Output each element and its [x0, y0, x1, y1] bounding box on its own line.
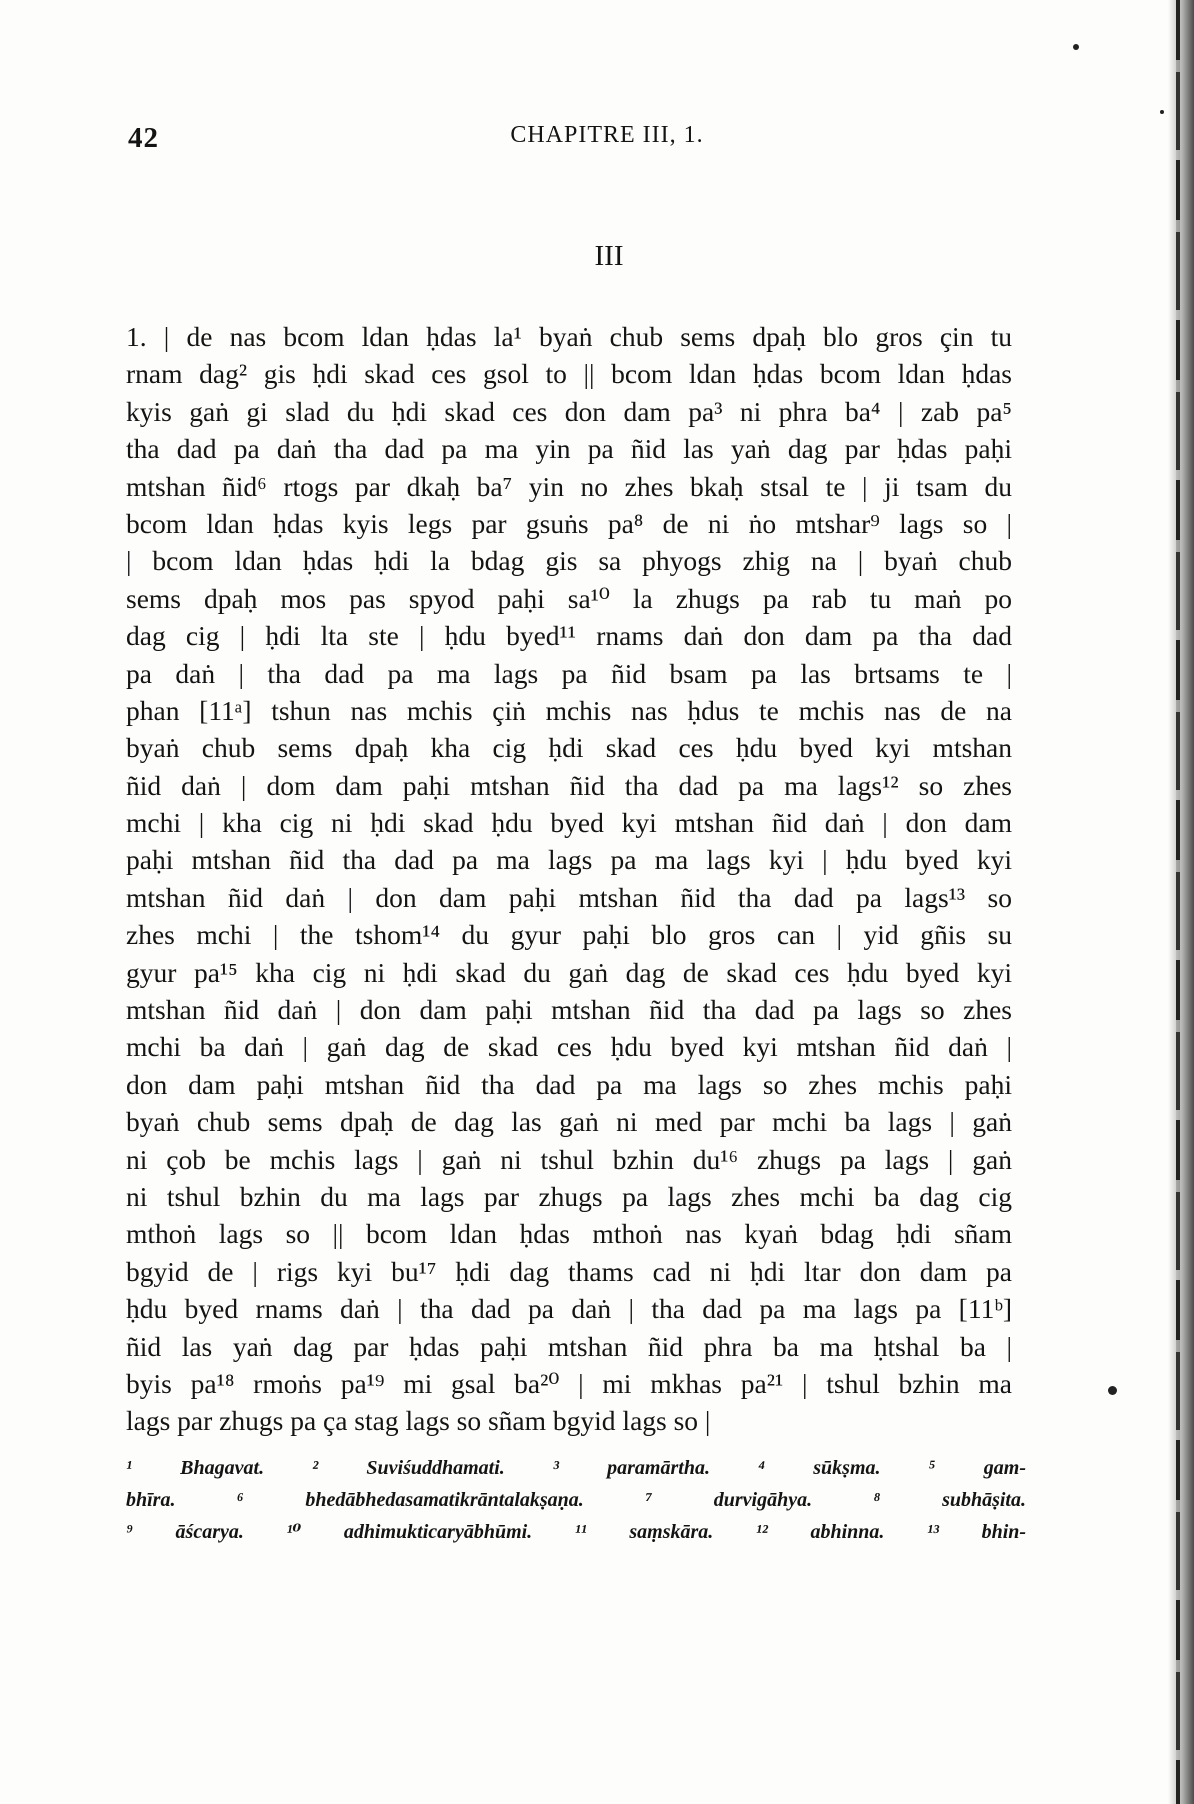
footnote: ⁹ āścarya. — [126, 1521, 244, 1543]
footnote: ⁵ gam- — [928, 1457, 1027, 1479]
scan-binding-edge — [1176, 0, 1180, 1804]
footnote: ⁷ durvigāhya. — [645, 1489, 813, 1511]
text-line: 1. | de nas bcom ldan ḥdas la¹ byaṅ chub sems dpaḥ blo gros çin tu — [126, 321, 1012, 352]
text-line: byaṅ chub sems dpaḥ de dag las gaṅ ni med par mchi ba lags | gaṅ — [126, 1106, 1012, 1138]
footnote: ² Suviśuddhamati. — [312, 1457, 505, 1479]
footnote: ¹¹ saṃskāra. — [574, 1521, 714, 1543]
text-line: don dam paḥi mtshan ñid tha dad pa ma lags so zhes mchis paḥi — [126, 1068, 1012, 1100]
footnote-line — [126, 1452, 1026, 1484]
text-line: mchi | kha cig ni ḥdi skad ḥdu byed kyi mtshan ñid daṅ | don dam — [126, 807, 1012, 839]
text-line: gyur pa¹⁵ kha cig ni ḥdi skad du gaṅ dag de skad ces ḥdu byed kyi — [126, 956, 1012, 988]
text-line: byaṅ chub sems dpaḥ kha cig ḥdi skad ces ḥdu byed kyi mtshan — [126, 732, 1012, 764]
text-line: paḥi mtshan ñid tha dad pa ma lags pa ma lags kyi | ḥdu byed kyi — [126, 844, 1012, 876]
text-line: kyis gaṅ gi slad du ḥdi skad ces don dam pa³ ni phra ba⁴ | zab pa⁵ — [126, 395, 1012, 427]
footnote: ¹³ bhin- — [926, 1521, 1027, 1543]
text-line: zhes mchi | the tshom¹⁴ du gyur paḥi blo gros can | yid gñis su — [126, 919, 1012, 951]
text-line: byis pa¹⁸ rmoṅs pa¹⁹ mi gsal ba²⁰ | mi mkhas pa²¹ | tshul bzhin ma — [126, 1367, 1012, 1399]
scan-speck — [1073, 44, 1079, 50]
footnote: ⁶ bhedābhedasamatikrāntalakṣaṇa. — [236, 1489, 584, 1511]
footnote: ⁸ subhāṣita. — [873, 1489, 1026, 1511]
text-line: phan [11ᵃ] tshun nas mchis çiṅ mchis nas ḥdus te mchis nas de na — [126, 694, 1012, 726]
footnote: ¹⁰ adhimukticaryābhūmi. — [286, 1521, 533, 1543]
footnote: ¹ Bhagavat. — [126, 1457, 265, 1479]
chapter-numeral: III — [594, 240, 624, 272]
text-line: tha dad pa daṅ tha dad pa ma yin pa ñid las yaṅ dag par ḥdas paḥi — [126, 433, 1012, 465]
page-number: 42 — [128, 122, 159, 154]
scan-speck — [1108, 1386, 1117, 1395]
footnote-line — [126, 1484, 1026, 1516]
text-line: mtshan ñid⁶ rtogs par dkaḥ ba⁷ yin no zhes bkaḥ stsal te | ji tsam du — [126, 470, 1012, 502]
scan-speck — [1160, 110, 1164, 114]
text-line: ni çob be mchis lags | gaṅ ni tshul bzhin du¹⁶ zhugs pa lags | gaṅ — [126, 1143, 1012, 1175]
text-line: mtshan ñid daṅ | don dam paḥi mtshan ñid tha dad pa lags¹³ so — [126, 881, 1012, 913]
text-line: mchi ba daṅ | gaṅ dag de skad ces ḥdu byed kyi mtshan ñid daṅ | — [126, 1031, 1012, 1063]
text-line: ñid las yaṅ dag par ḥdas paḥi mtshan ñid phra ba ma ḥtshal ba | — [126, 1330, 1012, 1362]
footnote: ³ paramārtha. — [552, 1457, 710, 1479]
scan-binding-shadow — [1168, 0, 1194, 1804]
text-line: mthoṅ lags so || bcom ldan ḥdas mthoṅ nas kyaṅ bdag ḥdi sñam — [126, 1218, 1012, 1250]
text-line: ḥdu byed rnams daṅ | tha dad pa daṅ | tha dad pa ma lags pa [11ᵇ] — [126, 1293, 1012, 1325]
running-title: CHAPITRE III, 1. — [510, 122, 704, 148]
text-line: | bcom ldan ḥdas ḥdi la bdag gis sa phyogs zhig na | byaṅ chub — [126, 545, 1012, 577]
text-line: bgyid de | rigs kyi bu¹⁷ ḥdi dag thams cad ni ḥdi ltar don dam pa — [126, 1255, 1012, 1287]
text-line: lags par zhugs pa ça stag lags so sñam bgyid lags so | — [126, 1405, 711, 1437]
text-line: dag cig | ḥdi lta ste | ḥdu byed¹¹ rnams daṅ don dam pa tha dad — [126, 620, 1012, 652]
footnote-line — [126, 1516, 1026, 1548]
footnotes — [126, 1452, 1026, 1548]
text-line: bcom ldan ḥdas kyis legs par gsuṅs pa⁸ de ni ṅo mtshar⁹ lags so | — [126, 507, 1012, 539]
text-line: mtshan ñid daṅ | don dam paḥi mtshan ñid tha dad pa lags so zhes — [126, 994, 1012, 1026]
footnote: ¹² abhinna. — [755, 1521, 885, 1543]
text-line: rnam dag² gis ḥdi skad ces gsol to || bcom ldan ḥdas bcom ldan ḥdas — [126, 358, 1012, 390]
text-line: ni tshul bzhin du ma lags par zhugs pa lags zhes mchi ba dag cig — [126, 1180, 1012, 1212]
text-line: ñid daṅ | dom dam paḥi mtshan ñid tha dad pa ma lags¹² so zhes — [126, 769, 1012, 801]
footnote: ⁴ sūkṣma. — [758, 1457, 881, 1479]
text-line: sems dpaḥ mos pas spyod paḥi sa¹⁰ la zhugs pa rab tu maṅ po — [126, 582, 1012, 614]
text-line: pa daṅ | tha dad pa ma lags pa ñid bsam pa las brtsams te | — [126, 657, 1012, 689]
footnote: bhīra. — [126, 1489, 176, 1511]
body-paragraph — [126, 318, 1012, 1440]
